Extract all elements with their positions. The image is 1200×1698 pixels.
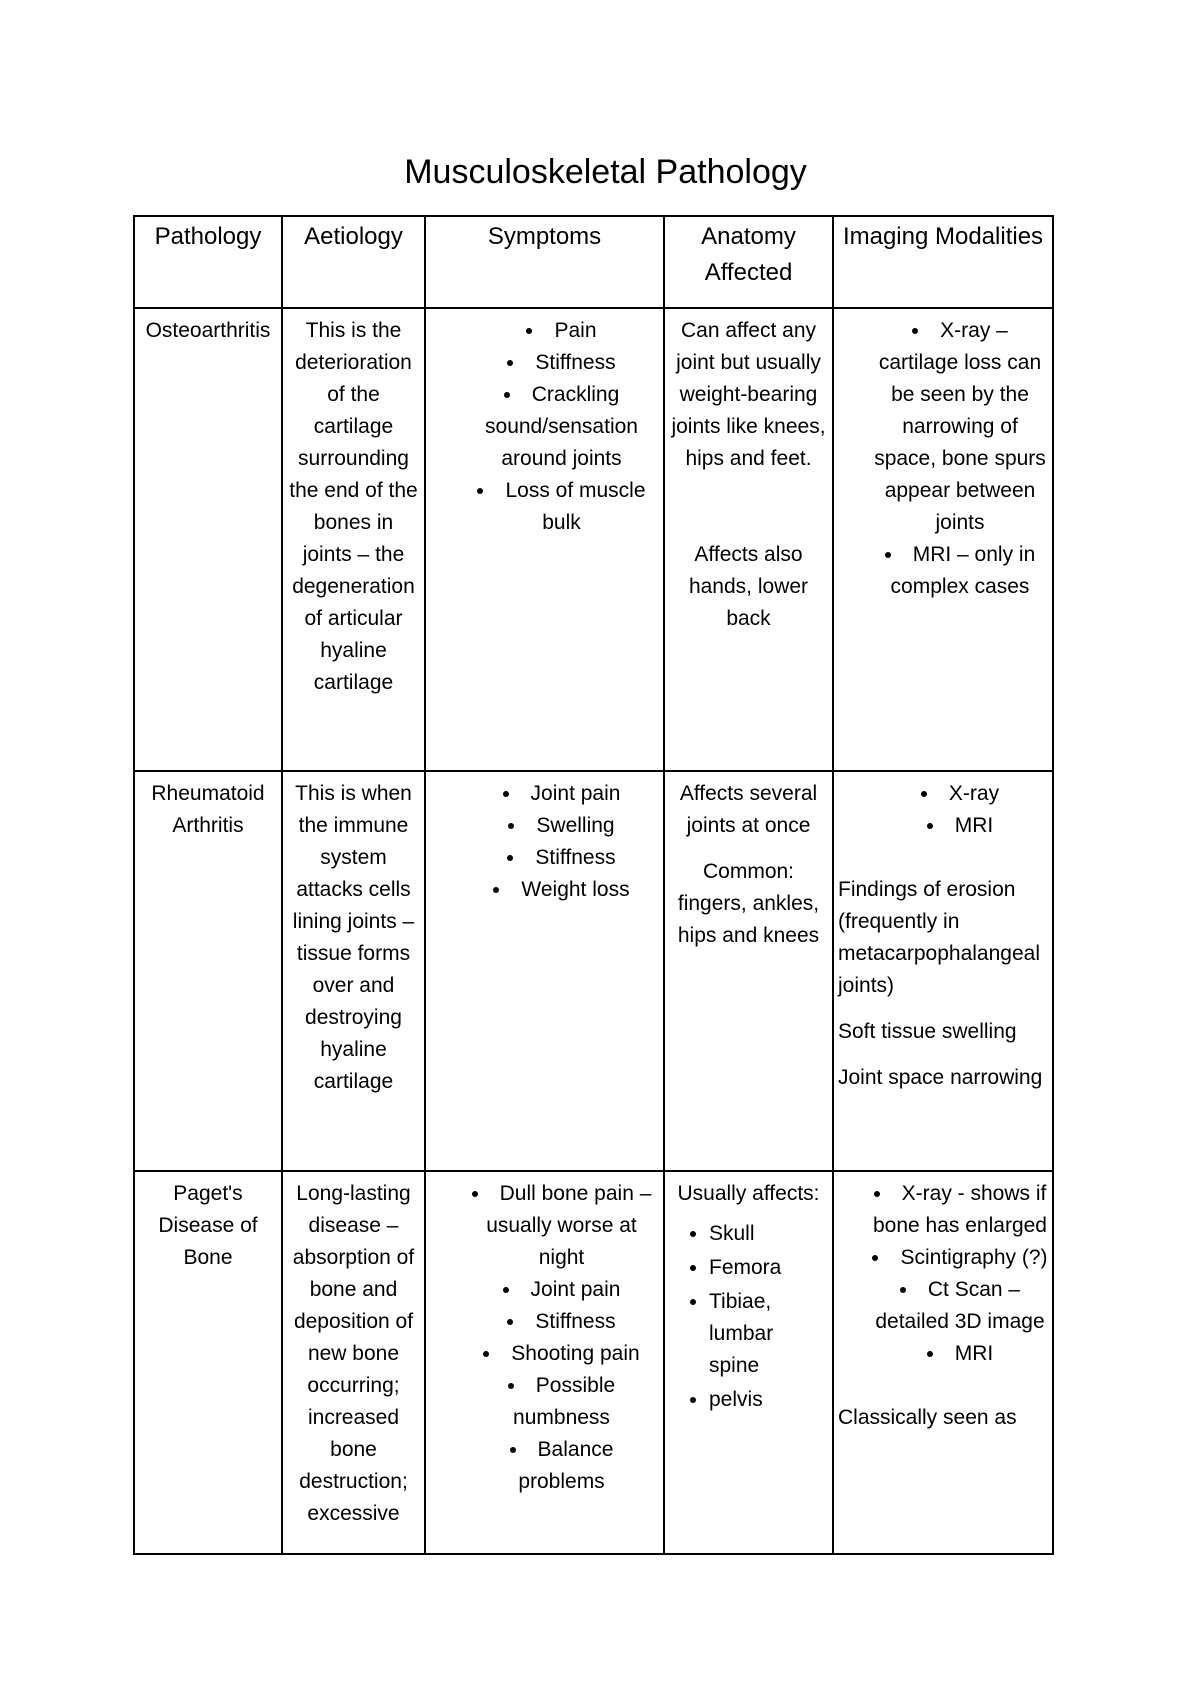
imaging-item: • X-ray — [872, 778, 1048, 810]
table-row-rheumatoid-arthritis — [134, 771, 1053, 1171]
anatomy-text: Can affect any joint but usually weight-bearing joints like knees, hips and feet. — [671, 319, 826, 470]
symptom-item: • Swelling — [464, 810, 659, 842]
symptom-list — [430, 1178, 659, 1498]
symptom-item: • Possible numbness — [464, 1370, 659, 1434]
cell-symptoms — [425, 771, 664, 1171]
table-row-osteoarthritis — [134, 308, 1053, 771]
cell-aetiology: This is the deterioration of the cartilage surrounding the end of the bones in joints – the degeneration of articular hyaline cartilage — [282, 308, 425, 771]
anatomy-item: • pelvis — [709, 1384, 828, 1416]
anatomy-list — [669, 1218, 828, 1416]
symptom-list — [430, 778, 659, 906]
cell-anatomy — [664, 308, 833, 771]
imaging-list — [838, 1178, 1048, 1370]
symptom-item: • Stiffness — [464, 1306, 659, 1338]
anatomy-text: Usually affects: — [677, 1182, 820, 1205]
symptom-item: • Weight loss — [464, 874, 659, 906]
anatomy-text: Affects also hands, lower back — [688, 543, 809, 630]
cell-pathology: Rheumatoid Arthritis — [134, 771, 282, 1171]
imaging-item: • MRI — [872, 1338, 1048, 1370]
cell-imaging — [833, 1171, 1053, 1554]
symptom-item: • Stiffness — [464, 842, 659, 874]
imaging-item: • MRI – only in complex cases — [872, 539, 1048, 603]
symptom-item: • Stiffness — [464, 347, 659, 379]
header-imaging: Imaging Modalities — [833, 216, 1053, 308]
anatomy-text: Common: fingers, ankles, hips and knees — [677, 860, 820, 947]
cell-symptoms — [425, 308, 664, 771]
cell-anatomy — [664, 1171, 833, 1554]
cell-pathology: Paget's Disease of Bone — [134, 1171, 282, 1554]
imaging-note: Joint space narrowing — [838, 1066, 1043, 1089]
imaging-item: • MRI — [872, 810, 1048, 842]
symptom-item: • Shooting pain — [464, 1338, 659, 1370]
document-title: Musculoskeletal Pathology — [404, 153, 807, 191]
imaging-note: Classically seen as — [838, 1406, 1017, 1429]
anatomy-item: • Tibiae, lumbar spine — [709, 1286, 828, 1382]
symptom-item: • Crackling sound/sensation around joints — [464, 379, 659, 475]
imaging-list — [838, 778, 1048, 842]
imaging-note: Findings of erosion (frequently in metacarpophalangeal joints) — [838, 878, 1040, 997]
symptom-item: • Loss of muscle bulk — [464, 475, 659, 539]
cell-pathology: Osteoarthritis — [134, 308, 282, 771]
imaging-item: • Scintigraphy (?) — [872, 1242, 1048, 1274]
cell-symptoms — [425, 1171, 664, 1554]
symptom-list — [430, 315, 659, 539]
imaging-note: Soft tissue swelling — [838, 1020, 1017, 1043]
pathology-table — [133, 215, 1054, 1555]
symptom-item: • Joint pain — [464, 778, 659, 810]
imaging-list — [838, 315, 1048, 603]
cell-imaging — [833, 308, 1053, 771]
symptom-item: • Balance problems — [464, 1434, 659, 1498]
anatomy-item: • Femora — [709, 1252, 828, 1284]
cell-anatomy — [664, 771, 833, 1171]
imaging-item: • X-ray – cartilage loss can be seen by the narrowing of space, bone spurs appear between joints — [872, 315, 1048, 539]
imaging-item: • X-ray - shows if bone has enlarged — [872, 1178, 1048, 1242]
cell-aetiology: Long-lasting disease – absorption of bone and deposition of new bone occurring; increased bone destruction; excessive — [282, 1171, 425, 1554]
table-header-row — [134, 216, 1053, 308]
header-symptoms: Symptoms — [425, 216, 664, 308]
cell-imaging — [833, 771, 1053, 1171]
cell-aetiology: This is when the immune system attacks cells lining joints – tissue forms over and destroying hyaline cartilage — [282, 771, 425, 1171]
symptom-item: • Joint pain — [464, 1274, 659, 1306]
anatomy-item: • Skull — [709, 1218, 828, 1250]
header-aetiology: Aetiology — [282, 216, 425, 308]
header-pathology: Pathology — [134, 216, 282, 308]
symptom-item: • Dull bone pain – usually worse at night — [464, 1178, 659, 1274]
table-row-pagets-disease — [134, 1171, 1053, 1554]
header-anatomy: Anatomy Affected — [664, 216, 833, 308]
anatomy-text: Affects several joints at once — [679, 782, 818, 837]
symptom-item: • Pain — [464, 315, 659, 347]
imaging-item: • Ct Scan – detailed 3D image — [872, 1274, 1048, 1338]
